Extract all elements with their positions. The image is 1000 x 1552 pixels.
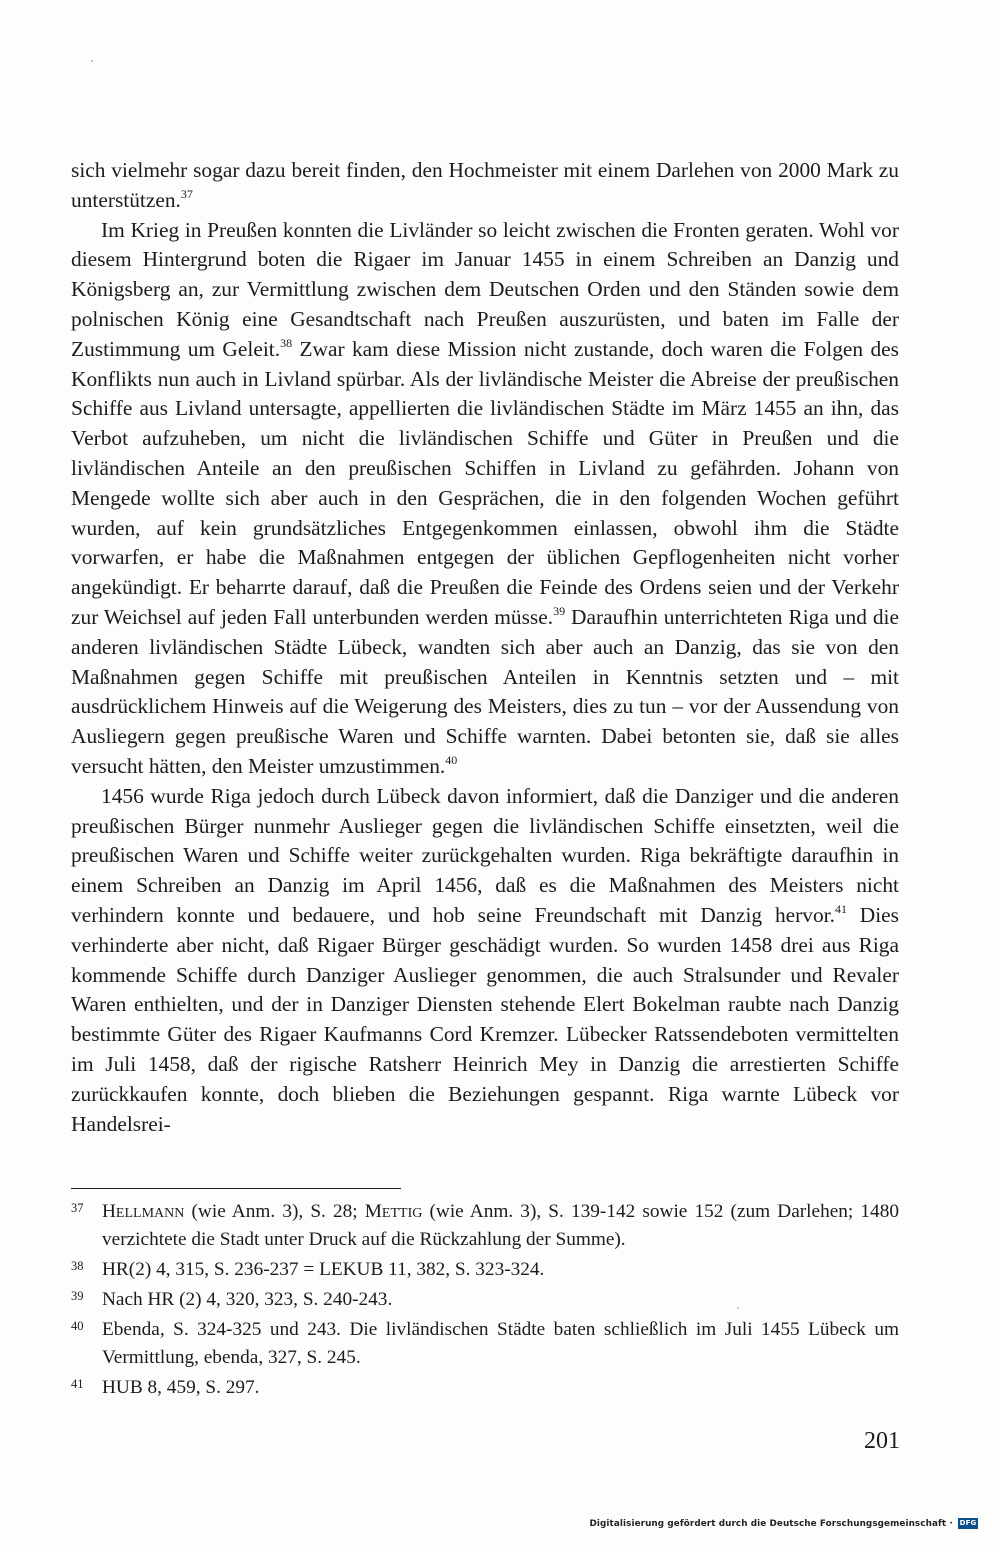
- footnote-reference: 37: [180, 186, 193, 201]
- footnote: [71, 1374, 899, 1402]
- footnote: [71, 1286, 899, 1314]
- page-number: 201: [864, 1428, 900, 1454]
- paragraph: [71, 782, 899, 1140]
- footnote-number: 38: [71, 1259, 84, 1273]
- text-run: (wie Anm. 3), S. 28;: [184, 1201, 365, 1222]
- footnote-reference: 38: [280, 335, 293, 350]
- paragraph: [71, 156, 899, 216]
- text-run: HUB 8, 459, S. 297.: [102, 1377, 260, 1398]
- scan-speck: [91, 60, 93, 62]
- footnote-text: [102, 1374, 899, 1402]
- text-run: Zwar kam diese Mission nicht zustande, doch waren die Folgen des Konflikts nun auch in Livland spürbar. Als der livländische Meister die Abreise der preußischen Schiffe aus Livland untersagte, appellierten die livländischen Städte im März 1455 an ihn, das Verbot aufzuheben, um nicht die livländischen Schiffe und Güter in Preußen und die livländischen Anteile an den preußischen Schiffen in Livland zu gefährden. Johann von Mengede wollte sich aber auch in den Gesprächen, die in den folgenden Wochen geführt wurden, auf kein grundsätzliches Entgegenkommen einlassen, obwohl ihm die Städte vorwarfen, er habe die Maßnahmen entgegen der üblichen Gepflogenheiten nicht vorher angekündigt. Er beharrte darauf, daß die Preußen die Feinde des Ordens seien und der Verkehr zur Weichsel auf jeden Fall unterbunden werden müsse.: [71, 336, 899, 629]
- footnote-number: 41: [71, 1377, 84, 1391]
- footnote-text: [102, 1316, 899, 1372]
- footnote-reference: 39: [553, 603, 566, 618]
- text-run: sich vielmehr sogar dazu bereit finden, den Hochmeister mit einem Darlehen von 2000 Mark zu unterstützen.: [71, 158, 899, 212]
- text-run: HR(2) 4, 315, S. 236-237 = LEKUB 11, 382, S. 323-324.: [102, 1259, 545, 1280]
- footnotes: [71, 1198, 899, 1404]
- footnote-reference: 40: [445, 752, 458, 767]
- text-run: Daraufhin unterrichteten Riga und die anderen livländischen Städte Lübeck, wandten sich aber auch an Danzig, das sie von den Maßnahmen gegen Schiffe mit preußischen Anteilen in Kenntnis setzten und – mit ausdrücklichem Hinweis auf die Weigerung des Meisters, dies zu tun – vor der Aussendung von Ausliegern gegen preußische Waren und Schiffe warnten. Dabei betonten sie, daß sie alles versucht hätten, den Meister umzustimmen.: [71, 604, 899, 778]
- author-name: Mettig: [364, 1201, 423, 1222]
- footnote-separator: [71, 1188, 401, 1189]
- text-run: Im Krieg in Preußen konnten die Livländer so leicht zwischen die Fronten geraten. Wohl vor diesem Hintergrund boten die Rigaer im Januar 1455 in einem Schreiben an Danzig und Königsberg an, zur Vermittlung zwischen dem Deutschen Orden und den Ständen sowie dem polnischen König eine Gesandtschaft nach Preußen auszurüsten, und baten im Falle der Zustimmung um Geleit.: [71, 217, 899, 361]
- footnote-reference: 41: [834, 901, 847, 916]
- footnote-text: [102, 1256, 899, 1284]
- footnote: [71, 1316, 899, 1372]
- footnote-number: 40: [71, 1319, 84, 1333]
- text-run: Dies verhinderte aber nicht, daß Rigaer Bürger geschädigt wurden. So wurden 1458 drei aus Riga kommende Schiffe durch Danziger Auslieger genommen, die auch Stralsunder und Revaler Waren enthielten, und der in Danziger Diensten stehende Elert Bokelman raubte nach Danzig bestimmte Güter des Rigaer Kaufmanns Cord Kremzer. Lübecker Ratssendeboten vermittelten im Juli 1458, daß der rigische Ratsherr Heinrich Mey in Danzig die arrestierten Schiffe zurückkaufen konnte, doch blieben die Beziehungen gespannt. Riga warnte Lübeck vor Handelsrei-: [71, 902, 899, 1136]
- body-text: [71, 156, 899, 1139]
- text-run: Ebenda, S. 324-325 und 243. Die livländischen Städte baten schließlich im Juli 1455 Lübeck um Vermittlung, ebenda, 327, S. 245.: [102, 1319, 899, 1368]
- footnote: [71, 1198, 899, 1254]
- text-run: (wie Anm. 3), S. 139-142 sowie 152 (zum Darlehen; 1480 verzichtete die Stadt unter Druck auf die Rückzahlung der Summe).: [102, 1201, 899, 1250]
- digitization-credit: [590, 1518, 978, 1529]
- footnote-text: [102, 1286, 899, 1314]
- credit-text: Digitalisierung gefördert durch die Deutsche Forschungsgemeinschaft ·: [589, 1519, 953, 1529]
- footnote-number: 39: [71, 1289, 84, 1303]
- footnote: [71, 1256, 899, 1284]
- text-run: Nach HR (2) 4, 320, 323, S. 240-243.: [102, 1289, 393, 1310]
- author-name: Hellmann: [102, 1201, 185, 1222]
- text-run: 1456 wurde Riga jedoch durch Lübeck davon informiert, daß die Danziger und die anderen preußischen Bürger nunmehr Auslieger gegen die livländischen Schiffe einsetzten, weil die preußischen Waren und Schiffe weiter zurückgehalten wurden. Riga bekräftigte daraufhin in einem Schreiben an Danzig im April 1456, daß es die Maßnahmen des Meisters nicht verhindern konnte und bedauere, und hob seine Freundschaft mit Danzig hervor.: [71, 783, 899, 927]
- footnote-number: 37: [71, 1201, 84, 1215]
- dfg-logo: DFG: [959, 1519, 977, 1527]
- footnote-text: [102, 1198, 899, 1254]
- paragraph: [71, 216, 899, 782]
